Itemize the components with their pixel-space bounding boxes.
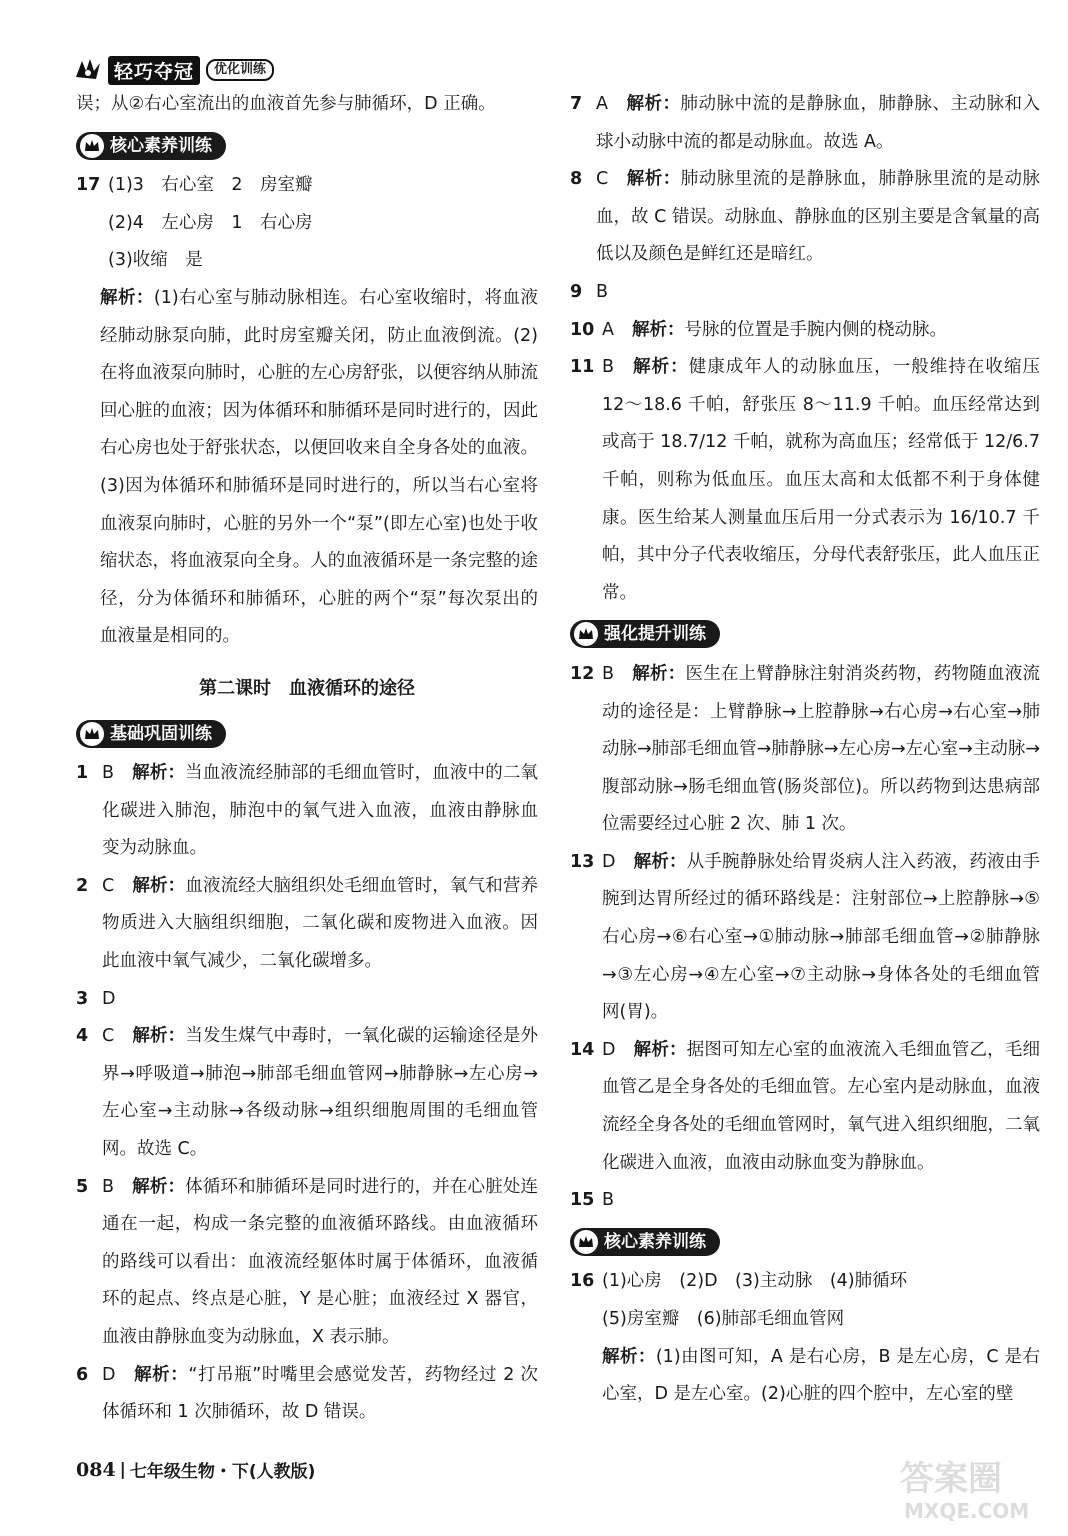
analysis-label: 解析： [132,763,186,784]
question-8 [570,161,1040,274]
question-6 [76,1357,538,1432]
question-17 [76,167,538,280]
crown-icon [80,722,104,746]
page-number: 084 [76,1458,116,1481]
page-footer [76,1457,315,1482]
analysis-text: “打吊瓶”时嘴里会感觉发苦，药物经过 2 次体循环和 1 次肺循环，故 D 错误。 [102,1364,539,1423]
analysis-text: 从手腕静脉处给胃炎病人注入药液，药液由手腕到达胃所经过的循环路线是：注射部位→上腔静脉→⑤右心房→⑥右心室→①肺动脉→肺部毛细血管→②肺静脉→③左心房→④左心室→⑦主动脉→身体各处的毛细血管网(胃)。 [602,851,1041,1023]
question-3 [76,981,538,1019]
question-number: 11 [570,357,595,378]
answer-choice: C [102,1026,115,1047]
question-number: 10 [570,319,595,340]
analysis-text: 血液流经大脑组织处毛细血管时，氧气和营养物质进入大脑组织细胞，二氧化碳和废物进入血液。因此血液中氧气减少，二氧化碳增多。 [102,875,539,972]
question-16 [570,1263,1040,1413]
lesson-title: 第二课时 血液循环的途径 [199,677,415,699]
question-12 [570,656,1040,844]
question-number: 16 [570,1271,595,1292]
analysis-label: 解析： [633,1039,687,1060]
question-7 [570,86,1040,161]
section-banner-label: 基础巩固训练 [110,723,212,744]
section-banner-label: 强化提升训练 [604,624,706,645]
watermark-text: 答案圈 [900,1459,1002,1499]
question-number: 3 [76,988,89,1009]
question-1 [76,755,538,868]
answer-choice: D [602,1039,616,1060]
analysis-label: 解析： [626,169,681,190]
right-column [570,86,1040,1414]
section-banner-label: 核心素养训练 [604,1231,706,1252]
analysis-label: 解析： [633,851,687,872]
answer-choice: B [596,281,609,302]
left-column [76,86,538,1432]
analysis-text: 医生在上臂静脉注射消炎药物，药物随血液流动的途径是：上臂静脉→上腔静脉→右心房→右心室→肺动脉→肺部毛细血管→肺静脉→左心房→左心室→主动脉→腹部动脉→肠毛细血管(肠炎部位)。所以药物到达患病部位需要经过心脏 2 次、肺 1 次。 [602,663,1041,835]
question-9 [570,274,1040,312]
answer-choice: B [102,763,115,784]
analysis-text: 当发生煤气中毒时，一氧化碳的运输途径是外界→呼吸道→肺泡→肺部毛细血管网→肺静脉→左心房→左心室→主动脉→各级动脉→组织细胞周围的毛细血管网。故选 C。 [102,1026,539,1160]
analysis-label: 解析： [132,875,186,896]
answer-line: (1)心房 (2)D (3)主动脉 (4)肺循环 [602,1271,908,1292]
answer-choice: D [602,851,616,872]
brand-name: 轻巧夺冠 [108,56,200,85]
answer-line: (1)3 右心室 2 房室瓣 [108,175,313,196]
answer-choice: A [596,94,608,114]
answer-choice: B [602,357,615,378]
answer-choice: C [102,875,115,896]
analysis-label: 解析： [602,1346,656,1367]
analysis-text: 健康成年人的动脉血压，一般维持在收缩压 12～18.6 千帕，舒张压 8～11.9 千帕。血压经常达到或高于 18.7/12 千帕，就称为高血压；经常低于 12/6.7 千帕，则称为低血压。血压太高和太低都不利于身体健康。医生给某人测量血压后用一分式表示为 16/10.7 千帕，其中分子代表收缩压，分母代表舒张压，此人血压正常。 [602,357,1041,603]
answer-choice: C [596,169,609,190]
question-number: 12 [570,663,595,684]
analysis-text: 号脉的位置是手腕内侧的桡动脉。 [684,319,947,340]
question-number: 2 [76,875,89,896]
answer-line: (5)房室瓣 (6)肺部毛细血管网 [602,1309,845,1329]
analysis-label: 解析： [132,1026,186,1047]
answer-choice: D [102,1364,116,1385]
watermark-url: MXQE.COM [904,1499,1030,1523]
question-number: 9 [570,281,583,302]
crown-icon [80,134,104,158]
question-13 [570,844,1040,1032]
question-4 [76,1018,538,1168]
analysis-text: 肺动脉里流的是静脉血，肺静脉里流的是动脉血，故 C 错误。动脉血、静脉血的区别主要是含氧量的高低以及颜色是鲜红还是暗红。 [596,169,1041,265]
analysis-label: 解析： [625,94,681,114]
question-number: 13 [570,851,595,872]
brand-subtitle: 优化训练 [206,59,274,81]
analysis-text: 体循环和肺循环是同时进行的，并在心脏处连通在一起，构成一条完整的血液循环路线。由血液循环的路线可以看出：血液流经躯体时属于体循环，血液循环的起点、终点是心脏，Y 是心脏；血液经过 X 器官，血液由静脉血变为动脉血，X 表示肺。 [102,1176,539,1347]
section-banner-basic [76,720,226,748]
crown-icon [574,1230,598,1254]
analysis-text: (1)由图可知，A 是右心房，B 是左心房，C 是右心室，D 是左心室。(2)心脏的四个腔中，左心室的壁 [602,1346,1040,1405]
question-15 [570,1182,1040,1220]
analysis-text: 当血液流经肺部的毛细血管时，血液中的二氧化碳进入肺泡，肺泡中的氧气进入血液，血液由静脉血变为动脉血。 [102,763,539,859]
analysis-label: 解析： [631,319,685,340]
watermark-logo [890,1448,1050,1528]
answer-line: (2)4 左心房 1 右心房 [108,212,313,233]
book-title: 七年级生物・下(人教版) [129,1462,316,1482]
analysis-text: (1)右心室与肺动脉相连。右心室收缩时，将血液经肺动脉泵向肺，此时房室瓣关闭，防止血液倒流。(2)在将血液泵向肺时，心脏的左心房舒张，以便容纳从肺流回心脏的血液；因为体循环和肺循环是同时进行的，因此右心房也处于舒张状态，以便回收来自全身各处的血液。(3)因为体循环和肺循环是同时进行的，所以当右心室将血液泵向肺时，心脏的另外一个“泵”(即左心室)也处于收缩状态，将血液泵向全身。人的血液循环是一条完整的途径，分为体循环和肺循环，心脏的两个“泵”每次泵出的血液量是相同的。 [100,287,539,647]
section-banner-advanced [570,620,720,648]
brand-logo-icon [74,57,102,83]
question-number: 17 [76,175,101,196]
continued-text: 误；从②右心室流出的血液首先参与肺循环，D 正确。 [76,94,496,114]
question-11 [570,349,1040,612]
answer-choice: D [102,988,116,1009]
question-number: 15 [570,1190,595,1211]
section-banner-core-1 [76,132,226,160]
question-number: 5 [76,1176,89,1197]
analysis-label: 解析： [132,1176,186,1197]
question-number: 14 [570,1039,595,1060]
question-number: 7 [570,94,583,114]
analysis-label: 解析： [133,1364,189,1385]
analysis-label: 解析： [632,357,689,378]
analysis-text: 据图可知左心室的血液流入毛细血管乙，毛细血管乙是全身各处的毛细血管。左心室内是动脉血，血液流经全身各处的毛细血管网时，氧气进入组织细胞，二氧化碳进入血液，血液由动脉血变为静脉血。 [602,1039,1041,1173]
analysis-label: 解析： [632,663,686,684]
analysis-16 [602,1339,1040,1414]
answer-choice: B [102,1176,115,1197]
section-banner-label: 核心素养训练 [110,135,212,156]
answer-line: (3)收缩 是 [108,250,203,271]
answer-choice: B [602,663,615,684]
analysis-17 [76,280,538,656]
question-14 [570,1032,1040,1182]
analysis-text: 肺动脉中流的是静脉血，肺静脉、主动脉和入球小动脉中流的都是动脉血。故选 A。 [596,94,1041,152]
answer-choice: A [602,319,614,340]
question-10 [570,312,1040,350]
question-5 [76,1169,538,1357]
footer-divider: | [119,1459,126,1480]
question-2 [76,868,538,981]
section-banner-core-2 [570,1228,720,1256]
analysis-label: 解析： [100,287,154,308]
page-header [74,52,674,88]
answer-choice: B [602,1190,615,1211]
question-number: 8 [570,169,583,190]
question-number: 1 [76,763,89,784]
question-number: 6 [76,1364,89,1385]
crown-icon [574,622,598,646]
question-number: 4 [76,1026,89,1047]
